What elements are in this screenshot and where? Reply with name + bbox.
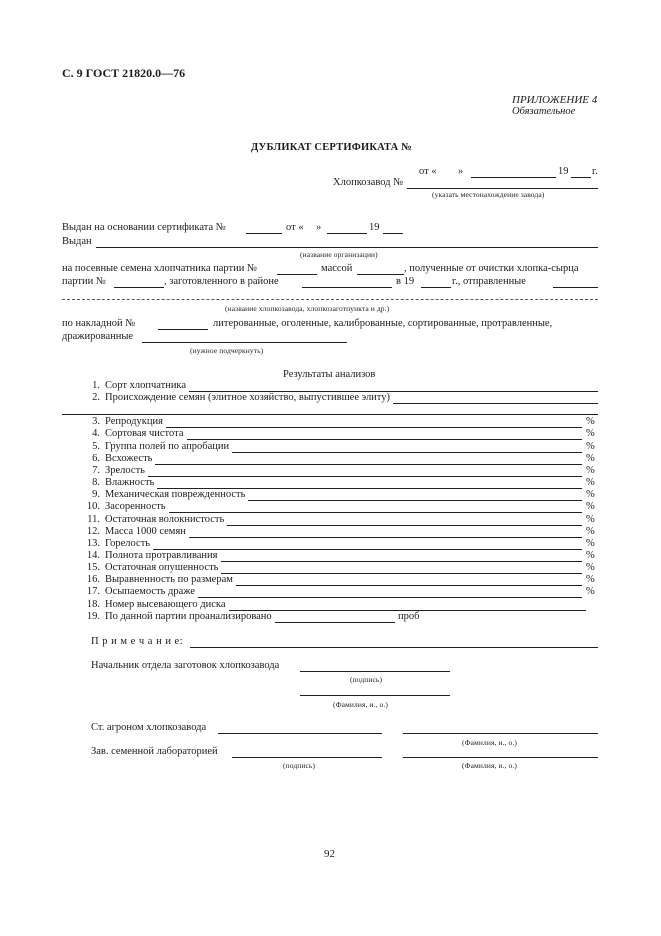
result-label: Осыпаемость драже [105,586,196,598]
result-unit: % [586,489,595,501]
place-caption: (название хлопкозавода, хлопкозаготпункта и др.) [225,304,390,313]
result-label: По данной партии проанализировано [105,610,272,622]
result-unit: % [586,586,595,598]
result-value-line [275,622,395,623]
appendix-label: ПРИЛОЖЕНИЕ 4 [512,94,598,106]
result-number: 3. [92,416,100,428]
date-quote: » [458,166,464,177]
result-number: 13. [86,537,100,549]
result-label: Остаточная волокнистость [105,513,225,525]
seeds-line1-a: на посевные семена хлопчатника партии № [62,263,258,274]
issued-org-line [96,247,598,248]
invoice-label: по накладной № [62,318,136,329]
result-unit: % [586,513,595,525]
result-label: Группа полей по апробации [105,440,230,452]
result-row [0,514,661,527]
result-label: Репродукция [105,416,163,428]
date-year-line [571,177,591,178]
result-row [0,538,661,551]
mandatory-label: Обязательное [512,106,576,117]
result-label: Происхождение семян (элитное хозяйство, выпустившее элиту) [105,392,390,404]
issued-cert-number-line [246,233,282,234]
issued-basis-label: Выдан на основании сертификата № [62,222,226,233]
result-row [0,489,661,502]
result-number: 9. [92,489,100,501]
result-number: 12. [86,525,100,537]
agronomist-label: Ст. агроном хлопкозавода [91,722,207,733]
factory-line [407,188,598,189]
result-label: Зрелость [105,464,145,476]
result-number: 15. [86,562,100,574]
head-label: Начальник отдела заготовок хлопкозавода [91,660,280,671]
result-unit: % [586,428,595,440]
result-number: 7. [92,464,100,476]
result-unit: % [586,440,595,452]
seeds-line2-d: г., отправленные [452,276,526,287]
result-row [0,526,661,539]
document-title: ДУБЛИКАТ СЕРТИФИКАТА № [251,142,413,153]
seeds-line2-a: партии № [62,276,106,287]
issued-year-line [383,233,403,234]
page-number: 92 [324,848,335,860]
result-number: 1. [92,380,100,391]
results-heading: Результаты анализов [283,369,376,380]
seeds-party-line [114,287,164,288]
result-label: Номер высевающего диска [105,598,226,610]
result-number: 4. [92,428,100,440]
result-row [0,416,661,429]
result-unit: % [586,477,595,489]
agronomist-signature-line [218,733,382,734]
factory-label: Хлопкозавод № [333,177,404,188]
seeds-line2-b: , заготовленного в районе [164,276,279,287]
result-row [0,574,661,587]
result-label: Остаточная опушенность [105,562,219,574]
issued-month-line [327,233,367,234]
result-label: Полнота протравливания [105,549,218,561]
note-label: П р и м е ч а н и е: [91,636,184,647]
date-year-prefix: 19 [558,166,569,177]
invoice-options: литерованные, оголенные, калиброванные, сортированные, протравленные, [213,318,553,329]
seeds-mass-line [357,274,404,275]
result-row [0,380,661,393]
result-label: Влажность [105,477,155,489]
result-unit: % [586,574,595,586]
result-number: 8. [92,477,100,489]
result-row [0,465,661,478]
result-number: 5. [92,440,100,452]
result-label: Масса 1000 семян [105,525,186,537]
head-name-line [300,695,450,696]
result-row [0,562,661,575]
result-label: Всхожесть [105,452,153,464]
result-unit: % [586,464,595,476]
result-number: 10. [86,501,100,513]
result-label: Сортовая чистота [105,428,184,440]
result-number: 14. [86,549,100,561]
result-row [0,441,661,454]
seeds-line1-c: , полученные от очистки хлопка-сырца [404,263,579,274]
lab-name-line [403,757,598,758]
org-caption: (название организации) [300,250,378,259]
result-unit: % [586,525,595,537]
result-unit: % [586,549,595,561]
result-label: Сорт хлопчатника [105,380,187,391]
dressed-label: дражированные [62,331,134,342]
seeds-batch-line [277,274,317,275]
result-label: Горелость [105,537,151,549]
origin-continuation-line [62,414,598,415]
lab-label: Зав. семенной лабораторией [91,746,218,757]
result-label: Выравненность по размерам [105,574,233,586]
result-unit: % [586,562,595,574]
agronomist-name-caption: (Фамилия, и., о.) [462,738,517,747]
lab-name-caption: (Фамилия, и., о.) [462,761,517,770]
result-row [0,428,661,441]
issued-year: 19 [369,222,380,233]
underline-caption: (нужное подчеркнуть) [190,346,264,355]
seeds-place-line [62,299,598,300]
result-unit: % [586,537,595,549]
seeds-year-line [421,287,451,288]
note-line [190,647,598,648]
issued-quote: » [316,222,322,233]
result-row [0,611,661,624]
page-code: С. 9 ГОСТ 21820.0—76 [62,66,186,80]
result-unit: % [586,452,595,464]
date-from: от « [419,166,437,177]
invoice-number-line [158,329,208,330]
result-row [0,586,661,599]
head-signature-line [300,671,450,672]
result-number: 18. [86,598,100,610]
result-number: 19. [86,610,100,622]
result-unit: % [586,416,595,428]
result-number: 6. [92,452,100,464]
result-label: Засоренность [105,501,166,513]
date-year-suffix: г. [592,166,598,177]
dressed-line [142,342,347,343]
lab-signature-caption: (подпись) [283,761,316,770]
seeds-line1-b: массой [321,263,353,274]
issued-from: от « [286,222,304,233]
head-name-caption: (Фамилия, и., о.) [333,700,388,709]
issued-to-label: Выдан [62,236,92,247]
result-row [0,477,661,490]
lab-signature-line [232,757,382,758]
result-value-line [393,403,598,404]
result-row [0,550,661,563]
seeds-line2-c: в 19 [396,276,415,287]
result-unit: проб [398,610,420,622]
result-row [0,392,661,405]
factory-caption: (указать местонахождение завода) [432,190,545,199]
result-row [0,501,661,514]
date-month-line [471,177,556,178]
result-number: 16. [86,574,100,586]
agronomist-name-line [403,733,598,734]
seeds-district-line [302,287,392,288]
result-number: 2. [92,392,100,404]
result-row [0,599,661,612]
head-signature-caption: (подпись) [350,675,383,684]
result-row [0,453,661,466]
result-unit: % [586,501,595,513]
result-number: 17. [86,586,100,598]
result-number: 11. [87,513,100,525]
result-label: Механическая поврежденность [105,489,246,501]
seeds-sent-line [553,287,598,288]
